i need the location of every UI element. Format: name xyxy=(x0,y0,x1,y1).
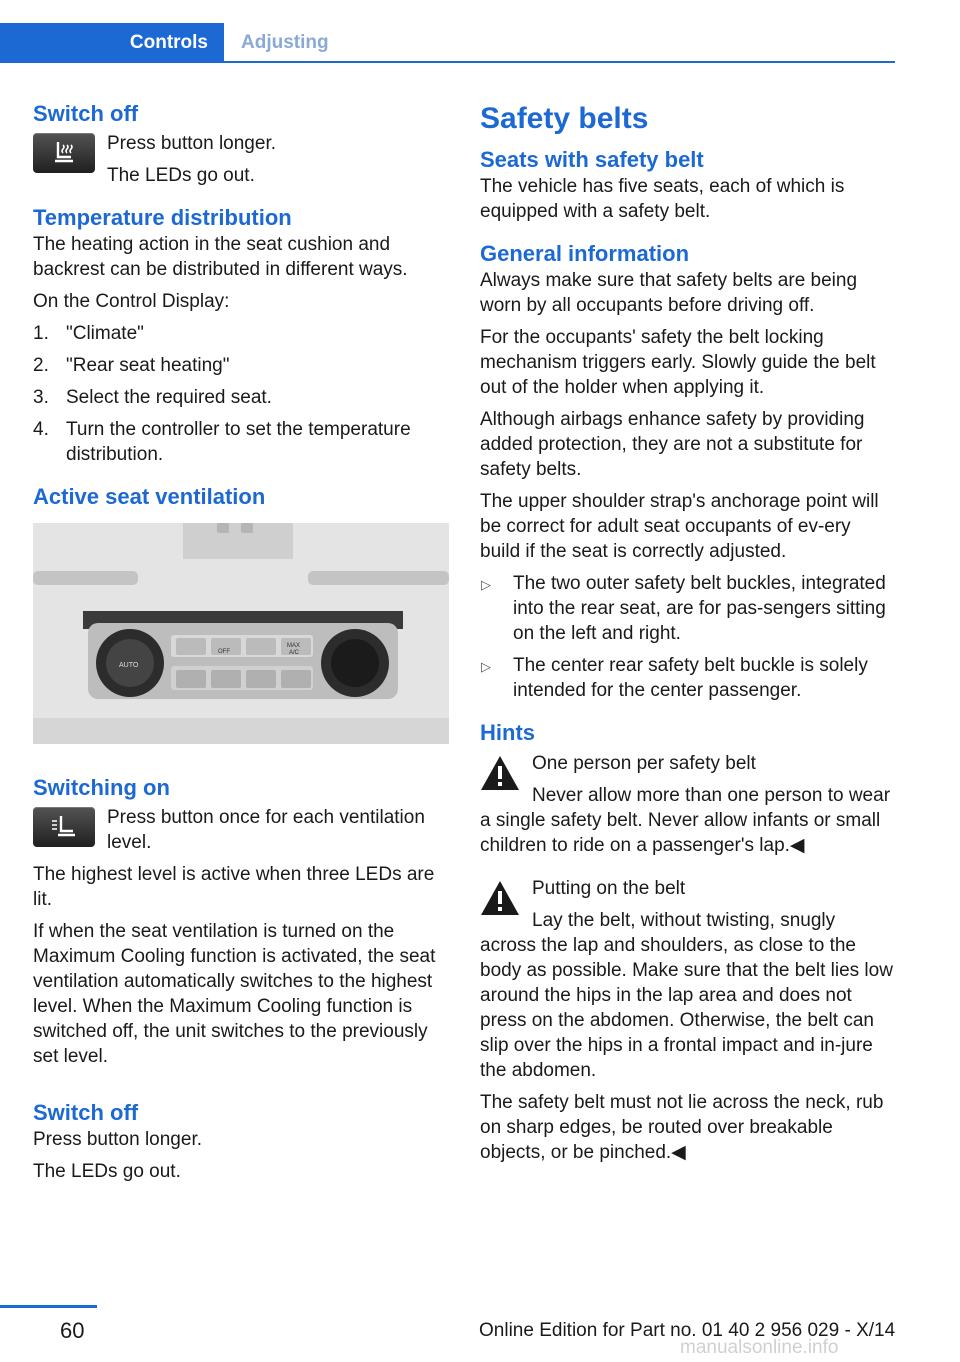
list-item xyxy=(33,385,449,410)
seats-paragraph: The vehicle has five seats, each of which is equipped with a safety belt. xyxy=(480,176,845,222)
switch-off-line1: Press button longer. xyxy=(107,133,276,154)
header-tabbar xyxy=(0,23,895,63)
step-text: "Climate" xyxy=(66,323,144,344)
belt-buckle-list xyxy=(480,571,896,703)
general-information-section xyxy=(480,240,896,703)
switch-off-heading: Switch off xyxy=(33,101,139,126)
list-item xyxy=(480,653,896,703)
seats-heading: Seats with safety belt xyxy=(480,147,704,172)
bullet-text: The center rear safety belt buckle is solely intended for the center passenger. xyxy=(513,655,868,701)
general-paragraph-1: Always make sure that safety belts are being worn by all occupants before driving off. xyxy=(480,270,858,316)
off-label: OFF xyxy=(218,649,230,655)
seat-ventilation-icon xyxy=(33,807,95,847)
max-label: MAX xyxy=(287,643,301,649)
switching-on-paragraph-2: If when the seat ventilation is turned on the Maximum Cooling function is activated, the seat ventilation automatically switches to the highest level. When the Maximum Cooling function is switched off, the unit switches to the previously set level. xyxy=(33,921,436,1067)
warning-two-title: Putting on the belt xyxy=(532,878,686,899)
left-column xyxy=(33,100,449,1191)
step-text: Select the required seat. xyxy=(66,387,272,408)
hints-section xyxy=(480,719,896,1165)
step-text: Turn the controller to set the temperature distribution. xyxy=(66,419,411,465)
active-seat-ventilation-heading: Active seat ventilation xyxy=(33,484,266,509)
warning-one-person xyxy=(480,751,896,858)
warning-triangle-icon xyxy=(480,755,520,791)
switching-on-instruction xyxy=(33,805,449,855)
switching-on-paragraph-1: The highest level is active when three LEDs are lit. xyxy=(33,864,435,910)
switching-on-section xyxy=(33,774,449,1069)
warning-two-paragraph-2: The safety belt must not lie across the neck, rub on sharp edges, be routed over breakable objects, or be pinched.◀ xyxy=(480,1092,884,1163)
tab-adjusting[interactable]: Adjusting xyxy=(241,32,329,53)
general-paragraph-4: The upper shoulder strap's anchorage point will be correct for adult seat occupants of ev‐ery build if the seat is correctly adjusted. xyxy=(480,491,879,562)
right-column xyxy=(480,100,896,1172)
tab-controls-label: Controls xyxy=(129,32,208,53)
triangle-bullet-icon: ▷ xyxy=(481,659,491,674)
seat-heating-icon xyxy=(33,133,95,173)
switch-off-2-line2: The LEDs go out. xyxy=(33,1161,181,1182)
triangle-bullet-icon: ▷ xyxy=(481,577,491,592)
list-item xyxy=(33,417,449,467)
temperature-steps-list xyxy=(33,321,449,467)
list-item xyxy=(480,571,896,646)
switch-off-line2: The LEDs go out. xyxy=(107,165,255,186)
step-number: 3. xyxy=(33,387,49,408)
page-number: 60 xyxy=(60,1318,85,1343)
warning-putting-on xyxy=(480,876,896,1165)
switching-on-heading: Switching on xyxy=(33,775,170,800)
edition-text: Online Edition for Part no. 01 40 2 956 029 - X/14 xyxy=(479,1320,896,1341)
climate-control-photo xyxy=(33,523,449,744)
switch-off-2-section xyxy=(33,1099,449,1184)
step-number: 4. xyxy=(33,419,49,440)
step-text: "Rear seat heating" xyxy=(66,355,230,376)
temperature-distribution-section xyxy=(33,204,449,467)
temperature-distribution-heading: Temperature distribution xyxy=(33,205,292,230)
tab-controls[interactable] xyxy=(0,23,224,61)
auto-label: AUTO xyxy=(119,662,139,669)
warning-one-body: Never allow more than one person to wear a single safety belt. Never allow infants or small children to ride on a passenger's lap.◀ xyxy=(480,785,891,856)
switch-off-2-line1: Press button longer. xyxy=(33,1129,202,1150)
list-item xyxy=(33,353,449,378)
step-number: 2. xyxy=(33,355,49,376)
watermark: manualsonline.info xyxy=(680,1337,839,1358)
list-item xyxy=(33,321,449,346)
ac-label: A/C xyxy=(289,650,300,656)
switching-on-line1: Press button once for each ventilation level. xyxy=(107,807,425,853)
temperature-paragraph-2: On the Control Display: xyxy=(33,291,230,312)
warning-one-title: One person per safety belt xyxy=(532,753,756,774)
switch-off-instruction xyxy=(33,131,449,188)
warning-triangle-icon xyxy=(480,880,520,916)
warning-two-body: Lay the belt, without twisting, snugly across the lap and shoulders, as close to the body as possible. Make sure that the belt lies low around the hips in the lap area and does not press on the abdomen. Otherwise, the belt can slip over the hips in a frontal impact and in‐jure the abdomen. xyxy=(480,910,893,1081)
hints-heading: Hints xyxy=(480,720,535,745)
switch-off-2-heading: Switch off xyxy=(33,1100,139,1125)
active-seat-ventilation-section xyxy=(33,483,449,744)
footer-rule xyxy=(0,1305,97,1308)
general-paragraph-3: Although airbags enhance safety by providing added protection, they are not a substitute for safety belts. xyxy=(480,409,865,480)
general-paragraph-2: For the occupants' safety the belt locking mechanism triggers early. Slowly guide the belt out of the holder when applying it. xyxy=(480,327,876,398)
step-number: 1. xyxy=(33,323,49,344)
temperature-paragraph-1: The heating action in the seat cushion and backrest can be distributed in different ways. xyxy=(33,234,408,280)
page-title: Safety belts xyxy=(480,102,649,135)
general-information-heading: General information xyxy=(480,241,690,266)
bullet-text: The two outer safety belt buckles, integrated into the rear seat, are for pas‐sengers sitting on the left and right. xyxy=(513,573,886,644)
